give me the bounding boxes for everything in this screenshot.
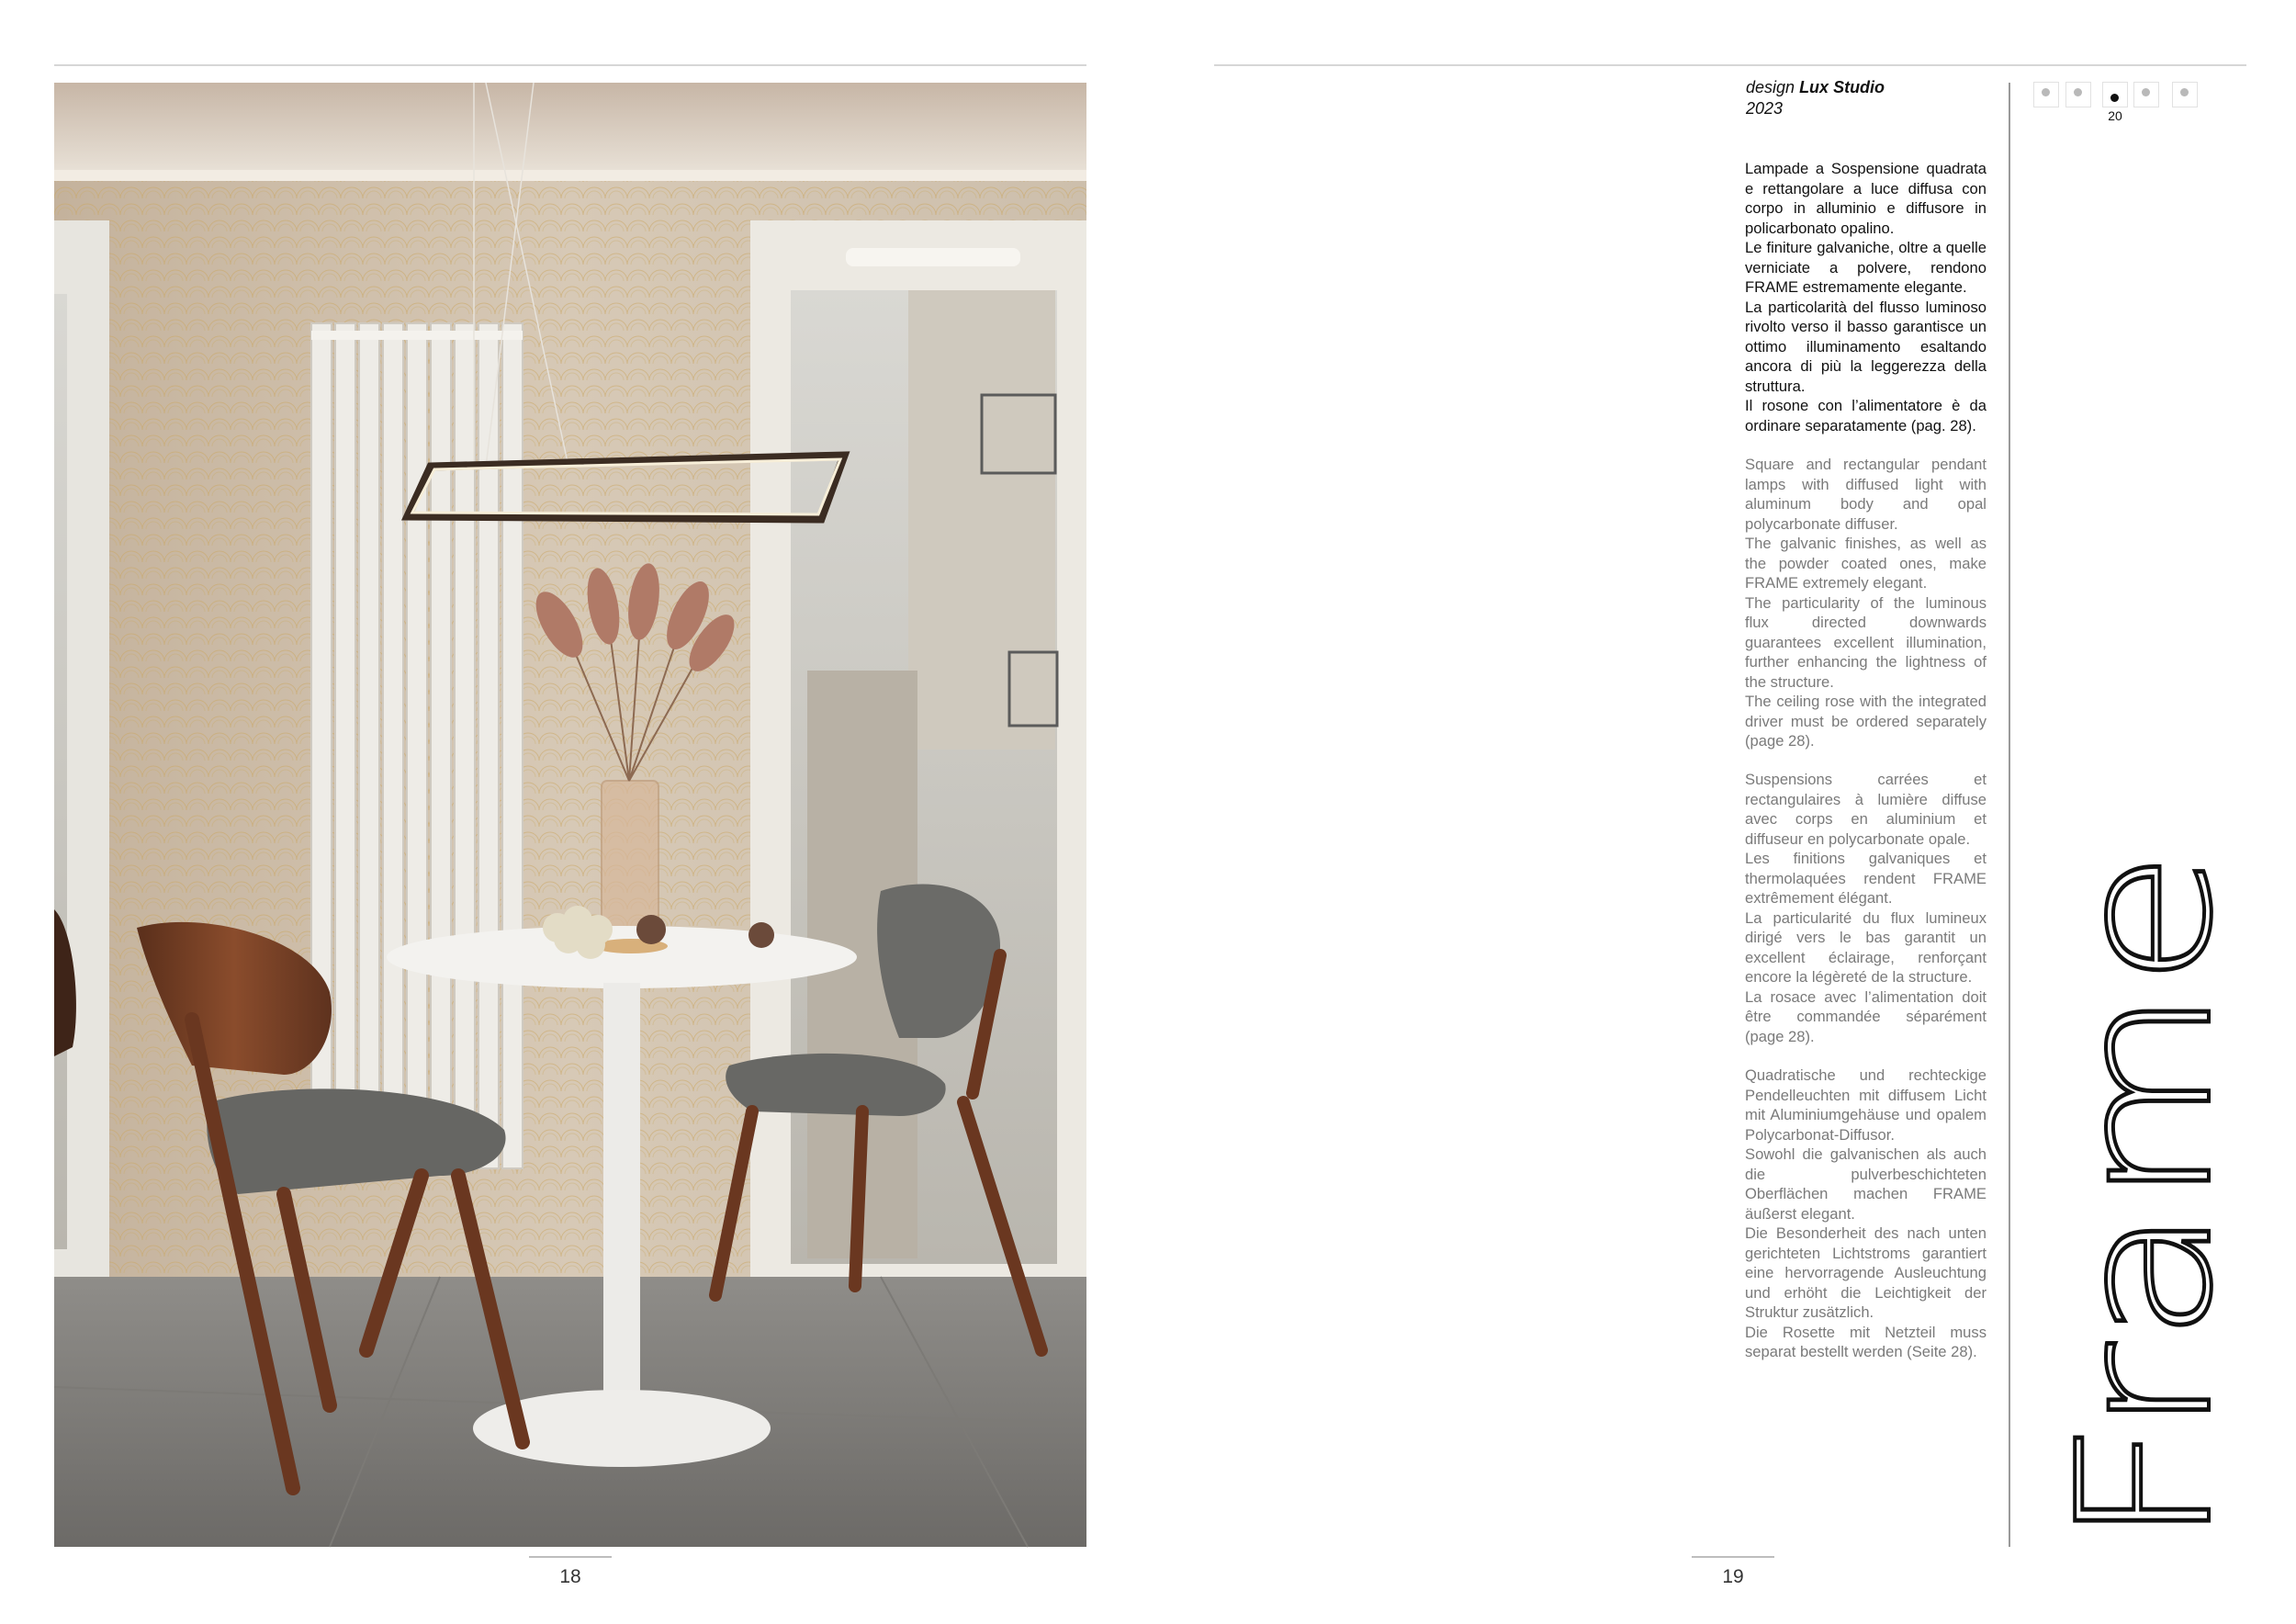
section-nav-item-active[interactable] — [2102, 82, 2128, 107]
section-nav-item[interactable] — [2033, 82, 2059, 107]
section-nav-item[interactable] — [2065, 82, 2091, 107]
designer-name: Lux Studio — [1799, 78, 1885, 96]
paragraph: Die Besonderheit des nach unten gerichteten Lichtstroms garantiert eine hervorragende Ausleuchtung und erhöht die Leichtigkeit der Struktur zusätzlich. — [1745, 1224, 1986, 1321]
right-page-number-rule — [1692, 1556, 1774, 1558]
paragraph: Square and rectangular pendant lamps with diffused light with aluminum body and opal polycarbonate diffuser. — [1745, 456, 1986, 533]
description-english — [1745, 455, 1986, 751]
paragraph: Lampade a Sospensione quadrata e rettangolare a luce diffusa con corpo in alluminio e diffusore in policarbonato opalino. — [1745, 160, 1986, 237]
paragraph: La particolarità del flusso luminoso rivolto verso il basso garantisce un ottimo illuminamento esaltando ancora di più la leggerezza della struttura. — [1745, 298, 1986, 395]
product-title-text: Frame — [2039, 975, 2253, 1548]
design-credit — [1746, 77, 1885, 119]
design-year: 2023 — [1746, 99, 1784, 118]
paragraph: Il rosone con l’alimentatore è da ordinare separatamente (pag. 28). — [1745, 397, 1986, 434]
nav-dot-active-icon — [2110, 94, 2119, 102]
left-page-number: 18 — [559, 1566, 581, 1587]
nav-dot-icon — [2074, 88, 2082, 96]
nav-dot-icon — [2142, 88, 2150, 96]
section-nav-active-label: 20 — [2108, 108, 2122, 123]
paragraph: The ceiling rose with the integrated driver must be ordered separately (page 28). — [1745, 693, 1986, 750]
description-italian — [1745, 159, 1986, 435]
nav-dot-icon — [2042, 88, 2050, 96]
paragraph: Quadratische und rechteckige Pendelleuchten mit diffusem Licht mit Aluminiumgehäuse und opalem Polycarbonat-Diffusor. — [1745, 1066, 1986, 1144]
left-page-top-rule — [54, 64, 1086, 66]
paragraph: The galvanic finishes, as well as the powder coated ones, make FRAME extremely elegant. — [1745, 535, 1986, 592]
product-title-vertical — [2034, 850, 2253, 1548]
paragraph: Die Rosette mit Netzteil muss separat bestellt werden (Seite 28). — [1745, 1323, 1986, 1360]
right-page-top-rule — [1214, 64, 2246, 66]
description-german — [1745, 1066, 1986, 1362]
right-page-number: 19 — [1722, 1566, 1744, 1587]
paragraph: Les finitions galvaniques et thermolaquées rendent FRAME extrêmement élégant. — [1745, 850, 1986, 907]
description-french — [1745, 770, 1986, 1046]
interior-photo — [54, 83, 1086, 1547]
paragraph: Suspensions carrées et rectangulaires à lumière diffuse avec corps en aluminium et diffuseur en polycarbonate opale. — [1745, 771, 1986, 848]
left-page-number-rule — [529, 1556, 612, 1558]
column-divider — [2009, 83, 2010, 1547]
nav-dot-icon — [2180, 88, 2189, 96]
paragraph: Sowohl die galvanischen als auch die pulverbeschichteten Oberflächen machen FRAME äußerst elegant. — [1745, 1145, 1986, 1223]
section-nav-item[interactable] — [2172, 82, 2198, 107]
section-nav-item[interactable] — [2133, 82, 2159, 107]
paragraph: Le finiture galvaniche, oltre a quelle verniciate a polvere, rendono FRAME estremamente elegante. — [1745, 239, 1986, 296]
design-prefix: design — [1746, 78, 1795, 96]
paragraph: La particularité du flux lumineux dirigé vers le bas garantit un excellent éclairage, renforçant encore la légèreté de la structure. — [1745, 908, 1986, 986]
paragraph: La rosace avec l’alimentation doit être commandée séparément (page 28). — [1745, 987, 1986, 1045]
paragraph: The particularity of the luminous flux directed downwards guarantees excellent illumination, further enhancing the lightness of the structure. — [1745, 593, 1986, 691]
